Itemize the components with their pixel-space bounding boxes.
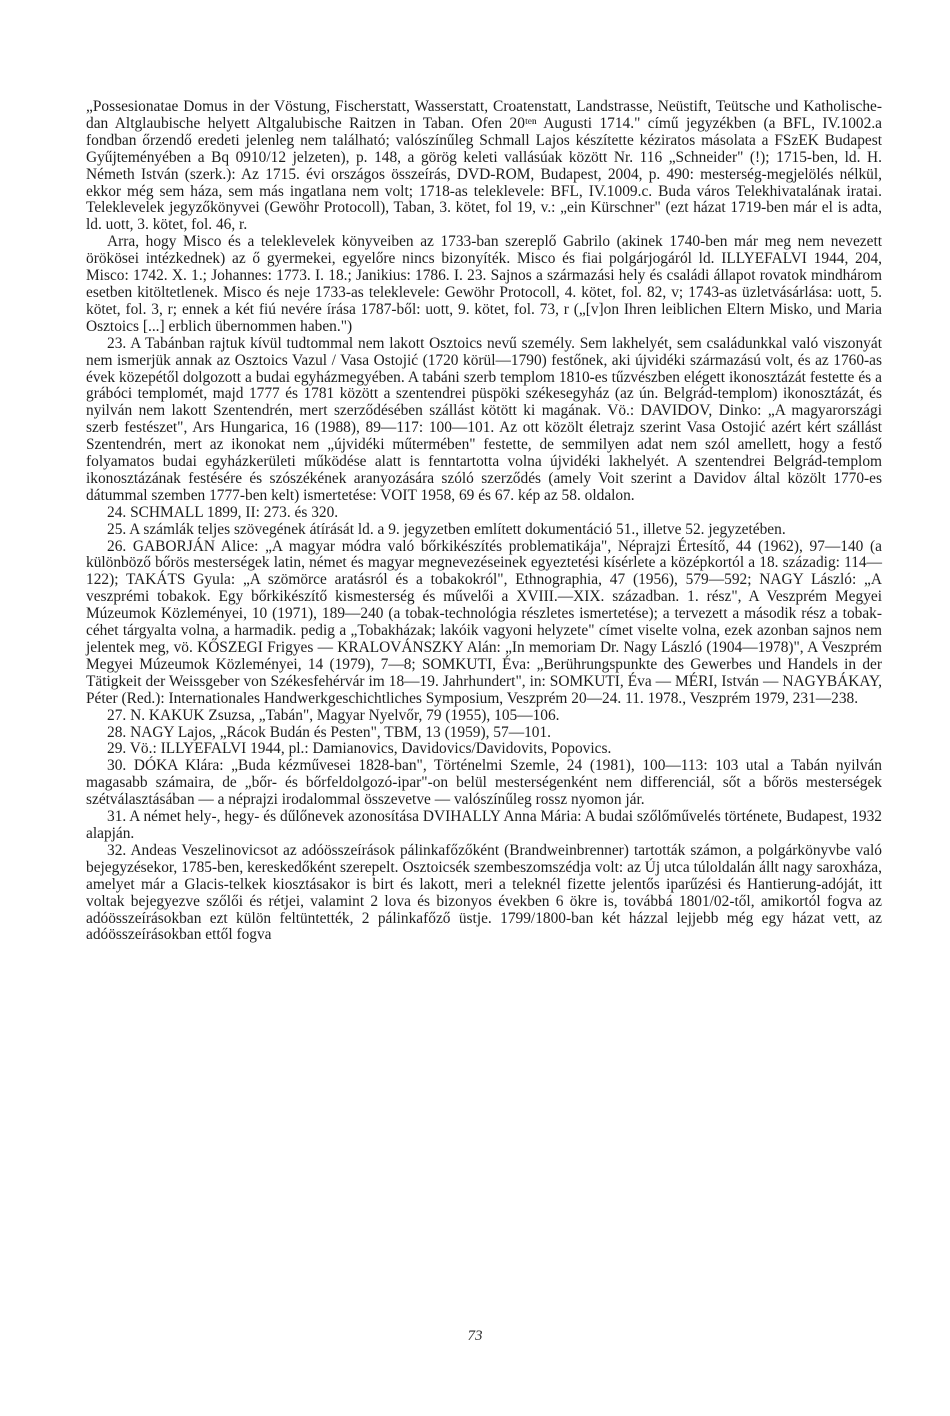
document-body bbox=[86, 99, 882, 944]
footnote-28: 28. NAGY Lajos, „Rácok Budán és Pesten", TBM, 13 (1959), 57—101. bbox=[107, 723, 552, 741]
footnote-32: 32. Andeas Veszelinovicsot az adóösszeírások pálinkafőzőként (Brandweinbrenner) tartották számon, a polgárkönyvbe való bejegyzésekor, 1785-ben, kereskedőként szerepelt. Osztoicsék szembeszomszédja volt: az Új utca túloldalán állt nagy saroxháza, amelyet már a Glacis-telkek kiosztásakor is birt és lakott, meri a teleknél fizette jelentős iparűzési és Hantierung-adóját, itt voltak bejegyezve szőlői és rétjei, valamint 2 lova és bizonyos években 6 ökre is, továbbá 1801/02-től, amikortól fogva az adóösszeírásokban ezt külön feltüntették, 2 pálinkafőző üstje. 1799/1800-ban két házzal lejjebb még egy házat vett, az adóösszeírásokban ettől fogva bbox=[86, 841, 882, 944]
footnote-23: 23. A Tabánban rajtuk kívül tudtommal nem lakott Osztoics nevű személy. Sem lakhelyét, sem családunkkal való viszonyát nem ismerjük annak az Osztoics Vazul / Vasa Ostojić (1720 körül—1790) festőnek, aki újvidéki származású volt, és az 1760-as évek közepétől dolgozott a budai egyházmegyében. A tabáni szerb templom 1810-es tűzvészben elégett ikonosztázát festette és a grábóci templomét, majd 1777 és 1781 között a szentendrei püspöki székesegyház (az ún. Belgrád-templom) ikonosztázát, és nyilván nem lakott Szentendrén, mert szerződésében szállást kötött ki magának. Vö.: DAVIDOV, Dinko: „A magyarországi szerb festészet", Ars Hungarica, 16 (1988), 89—117: 100—101. Az ott közölt életrajz szerint Vasa Ostojić azért kért szállást Szentendrén, mert az ikonokat nem „újvidéki műtermében" festette, de semmilyen adat nem szól amellett, hogy a festő folyamatos budai egyházkerületi működése alatt is fenntartotta volna újvidéki lakhelyét. A szentendrei Belgrád-templom ikonosztázának festésére és szószékének aranyozására szóló szerződés (amely Voit szerint a Davidov által közölt 1770-es dátummal szemben 1777-ben kelt) ismertetése: VOIT 1958, 69 és 67. kép az 58. oldalon. bbox=[86, 334, 882, 504]
footnote-30: 30. DÓKA Klára: „Buda kézművesei 1828-ban", Történelmi Szemle, 24 (1981), 100—113: 103 utal a Tabán nyilván magasabb számaira, de „bőr- és bőrfeldolgozó-ipar"-on belül mesterségenként nem differenciál, sőt a bőrös mesterségek szétválasztásában — a néprajzi irodalommal összevetve — valószínűleg rossz nyomon jár. bbox=[86, 757, 882, 809]
footnote-24: 24. SCHMALL 1899, II: 273. és 320. bbox=[107, 503, 339, 521]
footnote-continuation: „Possesionatae Domus in der Vöstung, Fischerstatt, Wasserstatt, Croatenstatt, Landstrasse, Neüstift, Teütsche und Katholische- dan Altglaubische helyett Altgalubische Raitzen in Taban. Ofen 20ᵗᵉⁿ Augusti 1714." című jegyzékben (a BFL, IV.1002.a fondban őrzendő eredeti jelenleg nem található; valószínűleg Schmall Lajos készítette kéziratos másolata a FSzEK Budapest Gyűjteményében a Bq 0910/12 jelzeten), p. 148, a görög keleti vallásúak között Nr. 116 „Schneider" (!); 1715-ben, ld. H. Németh István (szerk.): Az 1715. évi országos összeírás, DVD-ROM, Budapest, 2004, p. 490: mesterség-megjelölés nélkül, ekkor még sem háza, sem más ingatlana nem volt; 1718-as teleklevele: BFL, IV.1009.c. Buda város Telekhivatalának iratai. Teleklevelek jegyzőkönyvei (Gewöhr Protocoll), Taban, 3. kötet, fol 19, v.: „ein Kürschner" (ezt házat 1719-ben már el is adta, ld. uott, 3. kötet, fol. 46, r. bbox=[86, 98, 882, 234]
page-number: 73 bbox=[467, 1328, 483, 1344]
footnote-29: 29. Vö.: ILLYEFALVI 1944, pl.: Damianovics, Davidovics/Davidovits, Popovics. bbox=[107, 740, 612, 758]
footnote-22-continued: Arra, hogy Misco és a teleklevelek könyveiben az 1733-ban szereplő Gabrilo (akinek 1740-ben már meg nem nevezett örökösei intézkednek) az ő gyermekei, egyelőre nincs bizonyíték. Misco és fiai polgárjogáról ld. ILLYEFALVI 1944, 204, Misco: 1742. X. 1.; Johannes: 1773. I. 18.; Janikius: 1786. I. 23. Sajnos a származási hely és családi állapot rovatok mindhárom esetben kitöltetlenek. Misco és neje 1733-as teleklevele: Gewöhr Protocoll, 4. kötet, fol. 82, v; 1743-as üzletvásárlása: uott, 5. kötet, fol. 3, r; ennek a két fiú nevére írása 1787-ből: uott, 9. kötet, fol. 73, r („[v]on Ihren leiblichen Eltern Misko, und Maria Osztoics [...] erblich übernommen haben.") bbox=[86, 233, 882, 335]
footnote-26: 26. GABORJÁN Alice: „A magyar módra való bőrkikészítés problematikája", Néprajzi Értesítő, 44 (1962), 97—140 (a különböző bőrös mesterségek latin, német és magyar megnevezéseinek egyeztetési kísérlete a középkortól a 18. századig: 114—122); TAKÁTS Gyula: „A szömörce aratásról és a tobakokról", Ethnographia, 47 (1956), 579—592; NAGY László: „A veszprémi tobakok. Egy bőrkikészítő kismesterség és művelői a XVIII.—XIX. században. 1. rész", A Veszprém Megyei Múzeumok Közleményei, 10 (1971), 189—240 (a tobak-technológia részletes ismertetése); a tervezett a második rész a tobak-céhet tárgyalta volna, a harmadik. pedig a „Tobakházak; lakóik vagyoni helyzete" címet viselte volna, ezek azonban sajnos nem jelentek meg, vö. KŐSZEGI Frigyes — KRALOVÁNSZKY Alán: „In memoriam Dr. Nagy László (1904—1978)", A Veszprém Megyei Múzeumok Közleményei, 14 (1979), 7—8; SOMKUTI, Éva: „Berührungspunkte des Gewerbes und Handels in der Tätigkeit der Weissgeber von Székesfehérvár im 18—19. Jahrhundert", in: SOMKUTI, Éva — MÉRI, István — NAGYBÁKAY, Péter (Red.): Internationales Handwerkgeschichtliches Symposium, Veszprém 20—24. 11. 1978., Veszprém 1979, 231—238. bbox=[86, 537, 882, 707]
footnote-27: 27. N. KAKUK Zsuzsa, „Tabán", Magyar Nyelvőr, 79 (1955), 105—106. bbox=[107, 706, 560, 724]
footnote-31: 31. A német hely-, hegy- és dűlőnevek azonosítása DVIHALLY Anna Mária: A budai szőlőművelés története, Budapest, 1932 alapján. bbox=[86, 808, 882, 842]
footnote-25: 25. A számlák teljes szövegének átírását ld. a 9. jegyzetben említett dokumentáció 51., illetve 52. jegyzetében. bbox=[107, 520, 786, 538]
